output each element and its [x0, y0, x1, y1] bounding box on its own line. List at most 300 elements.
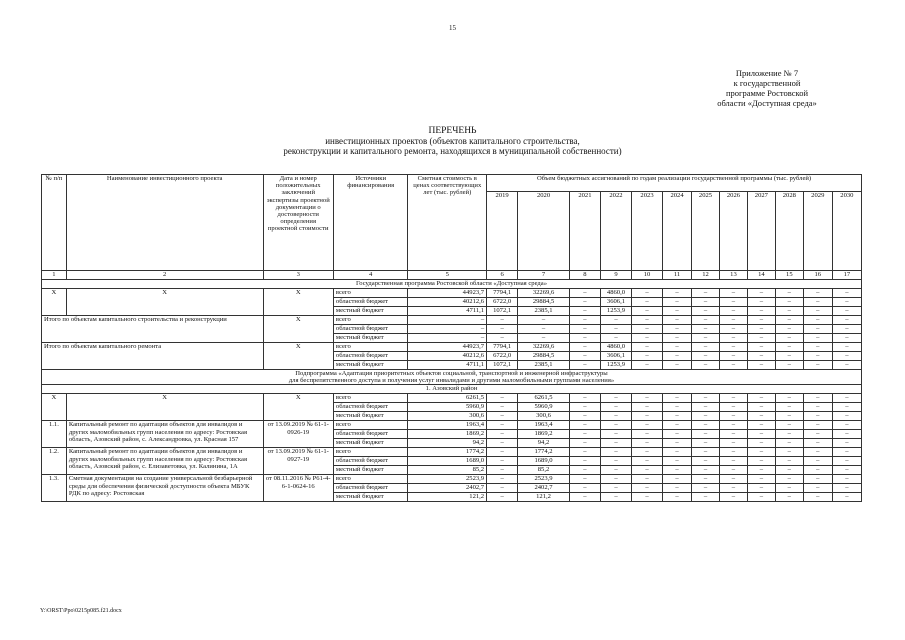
year-2028: 2028 [775, 192, 803, 271]
budget-value: 2402,7 [518, 484, 570, 493]
budget-value: 1774,2 [408, 448, 487, 457]
funding-source: всего [333, 421, 408, 430]
budget-value: – [803, 334, 832, 343]
expertise-date: от 13.09.2019 № 61-1-0926-19 [263, 421, 333, 448]
header-num: № п/п [42, 175, 67, 271]
column-number: 2 [66, 271, 263, 280]
budget-value: – [747, 493, 775, 502]
budget-value: – [803, 325, 832, 334]
budget-value: – [487, 475, 518, 484]
project-name: Х [66, 289, 263, 316]
column-number: 8 [569, 271, 600, 280]
budget-value: – [692, 316, 720, 325]
budget-value: – [487, 334, 518, 343]
budget-value: – [803, 430, 832, 439]
budget-value: 85,2 [518, 466, 570, 475]
column-number: 7 [518, 271, 570, 280]
budget-value: – [747, 289, 775, 298]
budget-value: – [747, 484, 775, 493]
budget-value: – [692, 457, 720, 466]
budget-value: – [692, 484, 720, 493]
budget-value: – [832, 430, 861, 439]
budget-value: – [719, 298, 747, 307]
budget-value: – [692, 475, 720, 484]
budget-value: – [600, 466, 631, 475]
budget-value: – [632, 352, 663, 361]
file-path-footer: Y:\ORST\Ppo\0215p085.f21.docx [40, 608, 122, 614]
budget-value: – [692, 403, 720, 412]
budget-value: 1774,2 [518, 448, 570, 457]
table-row [42, 475, 862, 484]
budget-value: – [719, 325, 747, 334]
budget-value: – [487, 316, 518, 325]
budget-value: – [719, 421, 747, 430]
budget-value: – [719, 475, 747, 484]
table-row [42, 343, 862, 352]
budget-value: – [803, 466, 832, 475]
budget-value: – [487, 457, 518, 466]
budget-value: – [832, 412, 861, 421]
budget-value: – [663, 307, 692, 316]
budget-value: – [719, 334, 747, 343]
budget-value: – [663, 298, 692, 307]
funding-source: всего [333, 475, 408, 484]
budget-value: – [600, 316, 631, 325]
project-name: Итого по объектам капитального строительства и реконструкции [42, 316, 264, 343]
budget-value: 2402,7 [408, 484, 487, 493]
project-number: 1.3. [42, 475, 67, 502]
funding-source: всего [333, 448, 408, 457]
budget-value: – [719, 307, 747, 316]
budget-value: – [569, 403, 600, 412]
budget-value: – [600, 334, 631, 343]
project-number: Х [42, 394, 67, 421]
budget-value: – [719, 289, 747, 298]
budget-value: – [600, 457, 631, 466]
budget-value: – [832, 466, 861, 475]
budget-value: – [692, 466, 720, 475]
budget-value: – [803, 439, 832, 448]
budget-value: – [747, 439, 775, 448]
budget-value: – [692, 307, 720, 316]
column-number: 5 [408, 271, 487, 280]
budget-value: – [663, 394, 692, 403]
budget-value: 300,6 [518, 412, 570, 421]
budget-value: 1072,1 [487, 307, 518, 316]
budget-value: – [632, 289, 663, 298]
page-number: 15 [449, 24, 456, 32]
budget-value: – [747, 457, 775, 466]
budget-value: 40212,6 [408, 298, 487, 307]
budget-value: – [692, 325, 720, 334]
column-number: 12 [692, 271, 720, 280]
subprogram-title [42, 370, 862, 385]
budget-value: – [663, 334, 692, 343]
header-row [42, 175, 862, 192]
funding-source: местный бюджет [333, 493, 408, 502]
budget-value: – [719, 361, 747, 370]
budget-value: – [632, 343, 663, 352]
budget-value: – [408, 325, 487, 334]
project-number: 1.1. [42, 421, 67, 448]
budget-value: – [663, 412, 692, 421]
budget-value: – [692, 412, 720, 421]
budget-value: – [663, 466, 692, 475]
budget-value: – [832, 343, 861, 352]
subprogram-line-1: Подпрограмма «Адаптация приоритетных объектов социальной, транспортной и инженерной инфраструктуры [295, 370, 608, 377]
funding-source: областной бюджет [333, 484, 408, 493]
budget-value: – [832, 325, 861, 334]
budget-value: – [600, 325, 631, 334]
budget-value: 1869,2 [408, 430, 487, 439]
budget-value: – [569, 457, 600, 466]
budget-value: 40212,6 [408, 352, 487, 361]
budget-value: – [719, 466, 747, 475]
budget-value: – [663, 484, 692, 493]
budget-value: – [569, 466, 600, 475]
budget-value: – [632, 421, 663, 430]
budget-value: – [663, 343, 692, 352]
budget-value: – [569, 343, 600, 352]
district-title-row-text: 1. Азовский район [42, 385, 862, 394]
budget-value: 94,2 [408, 439, 487, 448]
budget-value: – [600, 430, 631, 439]
budget-value: – [632, 307, 663, 316]
funding-source: областной бюджет [333, 457, 408, 466]
budget-value: – [747, 448, 775, 457]
budget-value: – [803, 307, 832, 316]
budget-value: – [632, 466, 663, 475]
column-number: 4 [333, 271, 408, 280]
budget-value: – [775, 466, 803, 475]
budget-value: – [832, 484, 861, 493]
budget-value: – [803, 316, 832, 325]
budget-value: – [663, 475, 692, 484]
budget-value: – [747, 394, 775, 403]
budget-value: – [518, 334, 570, 343]
subprogram-title-row [42, 370, 862, 385]
budget-value: – [663, 289, 692, 298]
column-number: 1 [42, 271, 67, 280]
budget-value: – [803, 403, 832, 412]
column-number: 17 [832, 271, 861, 280]
budget-value: – [632, 403, 663, 412]
funding-source: областной бюджет [333, 403, 408, 412]
budget-value: – [569, 475, 600, 484]
budget-value: – [775, 325, 803, 334]
budget-value: – [632, 484, 663, 493]
budget-value: – [569, 430, 600, 439]
budget-value: – [487, 466, 518, 475]
column-number: 6 [487, 271, 518, 280]
budget-value: 85,2 [408, 466, 487, 475]
budget-value: – [569, 307, 600, 316]
budget-value: 2385,1 [518, 361, 570, 370]
budget-value: – [518, 325, 570, 334]
budget-value: – [663, 493, 692, 502]
budget-value: – [775, 493, 803, 502]
budget-value: – [600, 484, 631, 493]
budget-value: – [832, 493, 861, 502]
budget-value: 2523,9 [408, 475, 487, 484]
budget-value: – [632, 361, 663, 370]
budget-value: – [719, 352, 747, 361]
budget-value: – [719, 484, 747, 493]
budget-value: – [569, 439, 600, 448]
budget-value: – [719, 493, 747, 502]
budget-value: – [692, 421, 720, 430]
funding-source: местный бюджет [333, 412, 408, 421]
budget-value: – [569, 334, 600, 343]
header-estimate: Сметная стоимость в ценах соответствующих лет (тыс. рублей) [408, 175, 487, 271]
budget-value: – [632, 439, 663, 448]
budget-value: – [747, 403, 775, 412]
expertise-date: Х [263, 289, 333, 316]
document-title [0, 126, 905, 156]
budget-value: – [632, 298, 663, 307]
budget-value: – [569, 361, 600, 370]
budget-value: – [632, 448, 663, 457]
budget-value: – [569, 394, 600, 403]
budget-value: – [832, 361, 861, 370]
budget-value: – [803, 421, 832, 430]
budget-value: – [803, 343, 832, 352]
budget-value: – [719, 439, 747, 448]
budget-value: – [663, 448, 692, 457]
budget-value: – [487, 325, 518, 334]
budget-value: – [692, 394, 720, 403]
budget-value: – [747, 325, 775, 334]
column-number: 11 [663, 271, 692, 280]
budget-value: 5960,9 [408, 403, 487, 412]
budget-value: – [832, 421, 861, 430]
year-2022: 2022 [600, 192, 631, 271]
budget-value: – [632, 493, 663, 502]
budget-value: – [747, 334, 775, 343]
column-numbers-row [42, 271, 862, 280]
year-2027: 2027 [747, 192, 775, 271]
budget-value: 4711,1 [408, 307, 487, 316]
district-title-row [42, 385, 862, 394]
budget-value: – [632, 325, 663, 334]
table-row [42, 394, 862, 403]
budget-value: 32269,6 [518, 343, 570, 352]
budget-value: 121,2 [408, 493, 487, 502]
funding-source: всего [333, 316, 408, 325]
appendix-caption [697, 68, 837, 108]
budget-value: – [569, 421, 600, 430]
budget-value: – [719, 316, 747, 325]
funding-source: всего [333, 289, 408, 298]
budget-value: – [487, 430, 518, 439]
column-number: 10 [632, 271, 663, 280]
project-number: Х [42, 289, 67, 316]
budget-value: – [832, 457, 861, 466]
budget-value: – [775, 394, 803, 403]
budget-value: – [775, 361, 803, 370]
budget-value: 44923,7 [408, 343, 487, 352]
budget-value: – [803, 298, 832, 307]
budget-value: – [803, 412, 832, 421]
budget-value: – [600, 421, 631, 430]
budget-value: 2523,9 [518, 475, 570, 484]
budget-value: – [663, 316, 692, 325]
funding-source: областной бюджет [333, 352, 408, 361]
budget-value: – [775, 484, 803, 493]
subprogram-line-2: для беспрепятственного доступа и получения услуг инвалидами и другими маломобильными группами населения» [288, 377, 615, 385]
budget-value: – [600, 448, 631, 457]
funding-source: областной бюджет [333, 325, 408, 334]
budget-value: – [775, 421, 803, 430]
year-2026: 2026 [719, 192, 747, 271]
budget-value: – [487, 403, 518, 412]
budget-value: – [632, 334, 663, 343]
budget-value: – [569, 448, 600, 457]
budget-value: – [663, 457, 692, 466]
budget-value: – [663, 439, 692, 448]
budget-value: – [803, 493, 832, 502]
budget-value: – [775, 343, 803, 352]
budget-value: – [487, 394, 518, 403]
budget-value: – [487, 412, 518, 421]
budget-value: – [632, 457, 663, 466]
budget-value: – [747, 412, 775, 421]
budget-value: – [600, 439, 631, 448]
title-line-2: инвестиционных проектов (объектов капитального строительства, [325, 136, 580, 146]
budget-value: – [632, 394, 663, 403]
year-2019: 2019 [487, 192, 518, 271]
budget-value: – [600, 403, 631, 412]
column-number: 15 [775, 271, 803, 280]
budget-value: – [569, 352, 600, 361]
column-number: 13 [719, 271, 747, 280]
budget-value: – [518, 316, 570, 325]
header-sources: Источники финансирования [333, 175, 408, 271]
funding-source: всего [333, 343, 408, 352]
budget-value: – [832, 403, 861, 412]
budget-value: – [803, 475, 832, 484]
budget-value: – [832, 394, 861, 403]
budget-value: – [487, 484, 518, 493]
budget-value: 3606,1 [600, 352, 631, 361]
table-row [42, 316, 862, 325]
budget-value: – [692, 361, 720, 370]
year-2025: 2025 [692, 192, 720, 271]
budget-value: – [719, 448, 747, 457]
budget-value: – [569, 412, 600, 421]
budget-value: 1689,0 [408, 457, 487, 466]
budget-value: – [747, 421, 775, 430]
budget-value: 6722,0 [487, 298, 518, 307]
budget-value: – [775, 448, 803, 457]
year-2023: 2023 [632, 192, 663, 271]
budget-value: 32269,6 [518, 289, 570, 298]
budget-value: – [775, 439, 803, 448]
budget-value: – [692, 430, 720, 439]
budget-value: – [600, 475, 631, 484]
funding-source: местный бюджет [333, 466, 408, 475]
budget-value: – [487, 493, 518, 502]
budget-value: – [775, 298, 803, 307]
budget-value: – [775, 457, 803, 466]
budget-value: – [600, 394, 631, 403]
budget-value: – [719, 343, 747, 352]
funding-source: всего [333, 394, 408, 403]
budget-value: – [803, 394, 832, 403]
table-row [42, 289, 862, 298]
budget-value: – [692, 298, 720, 307]
budget-value: – [663, 430, 692, 439]
expertise-date: Х [263, 316, 333, 343]
budget-value: – [692, 439, 720, 448]
budget-value: – [775, 475, 803, 484]
budget-value: – [803, 448, 832, 457]
budget-value: 1869,2 [518, 430, 570, 439]
year-2029: 2029 [803, 192, 832, 271]
budget-value: – [692, 448, 720, 457]
column-number: 9 [600, 271, 631, 280]
budget-value: – [569, 484, 600, 493]
year-2030: 2030 [832, 192, 861, 271]
budget-value: – [803, 457, 832, 466]
project-name: Итого по объектам капитального ремонта [42, 343, 264, 370]
budget-value: – [775, 307, 803, 316]
budget-value: – [832, 289, 861, 298]
budget-value: – [692, 343, 720, 352]
budget-value: 94,2 [518, 439, 570, 448]
budget-value: 29884,5 [518, 352, 570, 361]
column-number: 16 [803, 271, 832, 280]
title-line-3: реконструкции и капитального ремонта, находящихся в муниципальной собственности) [283, 146, 622, 156]
budget-value: – [487, 439, 518, 448]
budget-value: – [600, 412, 631, 421]
budget-value: 6261,5 [408, 394, 487, 403]
header-expertise: Дата и номер положительных заключений экспертизы проектной документации о достоверности определения проектной стоимости [263, 175, 333, 271]
budget-value: – [775, 403, 803, 412]
budget-value: 4860,0 [600, 289, 631, 298]
budget-value: – [632, 412, 663, 421]
budget-value: – [569, 298, 600, 307]
budget-value: – [832, 448, 861, 457]
header-budget: Объем бюджетных ассигнований по годам реализации государственной программы (тыс. рублей) [487, 175, 862, 192]
budget-value: – [600, 493, 631, 502]
budget-value: – [747, 475, 775, 484]
year-2020: 2020 [518, 192, 570, 271]
budget-value: – [832, 316, 861, 325]
project-name: Сметная документация на создание универсальной безбарьерной среды для обеспечения физической доступности объекта МБУК РДК по адресу: Ростовская [66, 475, 263, 502]
appendix-line-2: к государственной [733, 78, 801, 88]
budget-value: – [775, 316, 803, 325]
expertise-date: от 08.11.2016 № Р61-4-6-1-0624-16 [263, 475, 333, 502]
funding-source: местный бюджет [333, 361, 408, 370]
budget-value: – [775, 412, 803, 421]
budget-value: – [663, 352, 692, 361]
budget-value: – [803, 289, 832, 298]
budget-value: – [832, 352, 861, 361]
budget-value: – [747, 307, 775, 316]
funding-source: областной бюджет [333, 430, 408, 439]
expertise-date: от 13.09.2019 № 61-1-0927-19 [263, 448, 333, 475]
budget-value: – [663, 421, 692, 430]
table-row [42, 448, 862, 457]
header-name: Наименование инвестиционного проекта [66, 175, 263, 271]
budget-value: – [775, 289, 803, 298]
budget-value: – [832, 298, 861, 307]
budget-value: – [832, 439, 861, 448]
budget-value: – [832, 307, 861, 316]
year-2024: 2024 [663, 192, 692, 271]
budget-value: – [719, 394, 747, 403]
